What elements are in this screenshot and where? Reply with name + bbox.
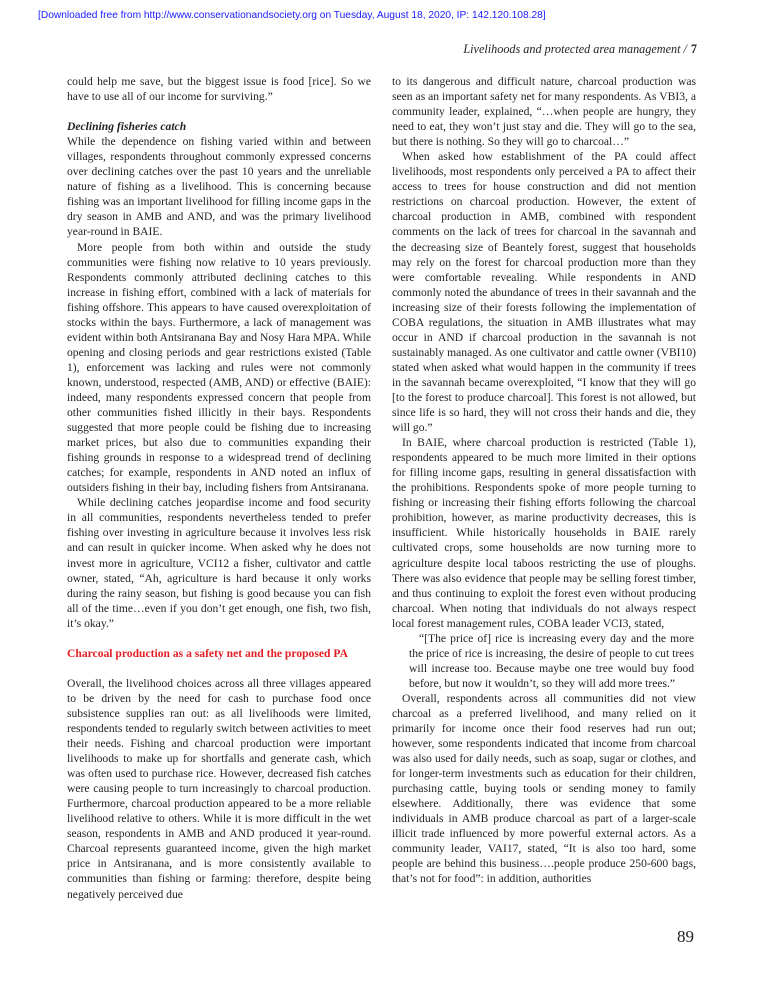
paragraph: When asked how establishment of the PA could affect livelihoods, most respondents only perceived a PA to affect their access to trees for house construction and did not mention restrictions on charcoal production. However, the extent of charcoal production in AMB, combined with respondent comments on the lack of trees for charcoal in the savannah and the decreasing size of Beantely forest, suggest that households may rely on the forest for charcoal production more than they were comfortable revealing. While respondents in AND commonly noted the abundance of trees in their savannah and the increasing size of their forests following the implementation of COBA regulations, the situation in AMB illustrates what may occur in AND if charcoal production in the savannah is not sustainably managed. As one cultivator and cattle owner (VBI10) stated when asked what would happen in the community if trees in the savannah became overexploited, “I know that they will go [to the forest to produce charcoal]. This forest is not allowed, but since life is so hard, they will not cross their hands and die, they will go.”: [392, 150, 696, 435]
running-header: [463, 42, 697, 57]
paragraph: could help me save, but the biggest issue is food [rice]. So we have to use all of our income for surviving.”: [67, 75, 371, 104]
paragraph: Overall, the livelihood choices across all three villages appeared to be driven by the need for cash to purchase food once subsistence supplies ran out: as all livelihoods were limited, respondents tended to regularly switch between activities to meet their needs. Fishing and charcoal production were important livelihoods to make up for shortfalls and generate cash, which was often used to purchase rice. However, decreased fish catches were causing people to turn increasingly to charcoal production. Furthermore, charcoal production appeared to be a more reliable livelihood relative to others. While it is more difficult in the wet season, respondents in AMB and AND produced it year-round. Charcoal represents guaranteed income, given the high market price in Antsiranana, and is more consistently available to communities than fishing or farming: therefore, despite being negatively perceived due: [67, 676, 371, 901]
running-header-title: Livelihoods and protected area management /: [463, 42, 687, 56]
right-column: [392, 74, 696, 887]
page-number: 89: [677, 927, 694, 946]
block-quote: “[The price of] rice is increasing every day and the more the price of rice is increasing, the desire of people to cut trees will increase too. Because maybe one tree would buy food before, but now it wouldn’t, so they will add more trees.”: [409, 631, 694, 690]
paragraph: In BAIE, where charcoal production is restricted (Table 1), respondents appeared to be much more limited in their options for filling income gaps, resulting in general dissatisfaction with the prohibitions. Respondents spoke of more people turning to fishing or increasing their fishing efforts following the charcoal prohibition, however, as marine productivity decreases, this is insufficient. While historically households in BAIE rarely cultivated crops, some households are now turning more to agriculture despite local taboos restricting the use of ploughs. There was also evidence that people may be selling forest timber, and thus continuing to exploit the forest even without producing charcoal. When noting that individuals do not always respect local forest management rules, COBA leader VCI3, stated,: [392, 436, 696, 630]
subheading: Declining fisheries catch: [67, 120, 187, 134]
paragraph: More people from both within and outside the study communities were fishing now relative to 10 years previously. Respondents commonly attributed declining catches to this increase in fishing effort, combined with a lack of materials for fishing offshore. This appears to have caused overexploitation of stocks within the bays. Furthermore, a lack of management was evident within both Antsiranana Bay and Nosy Hara MPA. While opening and closing periods and gear restrictions existed (Table 1), enforcement was lacking and rules were not commonly known, understood, respected (AMB, AND) or effective (BAIE): indeed, many respondents expressed concern that people from other communities fished illicitly in their bays. Respondents suggested that more people could be fishing due to increasing market prices, but also due to communities expanding their fishing grounds in response to a widespread trend of declining catches; for example, respondents in AND noted an influx of outsiders fishing in their bay, including fishers from Antsiranana.: [67, 240, 371, 495]
paragraph: While declining catches jeopardise income and food security in all communities, respondents nevertheless tended to prefer fishing over investing in agriculture because it involves less risk and can result in quicker income. When asked why he does not invest more in agriculture, VCI12 a fisher, cultivator and cattle owner, stated, “Ah, agriculture is hard because it only works during the rainy season, but fishing is good because you can fish all of the time…even if you don’t get enough, one fish, two fish, it’s okay.”: [67, 496, 371, 630]
journal-page-number: 7: [690, 42, 697, 56]
section-heading: Charcoal production as a safety net and the proposed PA: [67, 646, 348, 660]
left-column: [67, 74, 371, 902]
paragraph: Overall, respondents across all communities did not view charcoal as a preferred livelihood, and many relied on it primarily for income once their food reserves had run out; however, some respondents indicated that income from charcoal was also used for daily needs, such as soap, sugar or clothes, and for longer-term investments such as education for their children, purchasing cattle, buying tools or sending money to family elsewhere. Additionally, there was evidence that some individuals in AMB produce charcoal as part of a larger-scale illicit trade influenced by more powerful external actors. As a community leader, VAI17, stated, “It is also too hard, some people are behind this business….people produce 250-600 bags, that’s not for food”: in addition, authorities: [392, 691, 696, 886]
download-notice: [Downloaded free from http://www.conservationandsociety.org on Tuesday, August 18, 2020, IP: 142.120.108.28]: [38, 10, 546, 21]
paragraph: While the dependence on fishing varied within and between villages, respondents throughout commonly expressed concerns over declining catches over the past 10 years and the unreliable nature of fishing as a livelihood. This is concerning because fishing was an important livelihood for filling income gaps in the dry season in AMB and AND, and was the primary livelihood year-round in BAIE.: [67, 135, 371, 239]
paragraph: to its dangerous and difficult nature, charcoal production was seen as an important safety net for many respondents. As VBI3, a community leader, explained, “…when people are hungry, they need to eat, they won’t just stay and die. They will go to the sea, but there is nothing. So they will go to charcoal…”: [392, 75, 696, 149]
